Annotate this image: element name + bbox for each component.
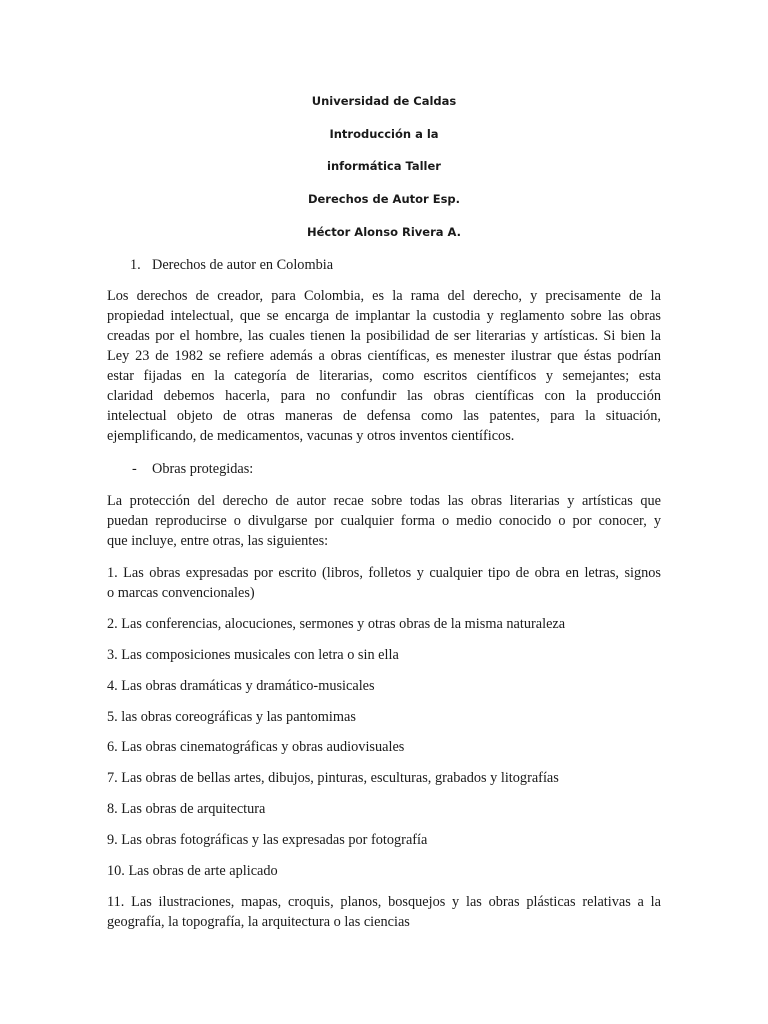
list-item: 11. Las ilustraciones, mapas, croquis, planos, bosquejos y las obras plásticas relativas a la [107, 894, 661, 910]
paragraph-line: ejemplificando, de medicamentos, vacunas y otros inventos científicos. [107, 428, 515, 444]
paragraph-line: creadas por el hombre, las cuales tienen la posibilidad de ser literarias y artísticas. Si bien la [107, 328, 661, 344]
course-title-line2: informática Taller [327, 159, 441, 173]
paragraph-line: puedan reproducirse o divulgarse por cualquier forma o medio conocido o por conocer, y [107, 513, 661, 529]
list-item: 4. Las obras dramáticas y dramático-musicales [107, 678, 375, 694]
list-item-continuation: geografía, la topografía, la arquitectura o las ciencias [107, 914, 410, 930]
university-name: Universidad de Caldas [311, 94, 457, 108]
list-item: 1. Las obras expresadas por escrito (libros, folletos y cualquier tipo de obra en letras, signos [107, 565, 661, 581]
list-item: 9. Las obras fotográficas y las expresadas por fotografía [107, 832, 428, 848]
bullet-dash: - [132, 461, 137, 477]
course-title-line1: Introducción a la [329, 127, 439, 141]
list-item: 6. Las obras cinematográficas y obras audiovisuales [107, 739, 405, 755]
paragraph-line: intelectual objeto de otras maneras de defensa como las patentes, para la situación, [107, 408, 661, 424]
paragraph-line: propiedad intelectual, que se encarga de implantar la custodia y reglamento sobre las obras [107, 308, 661, 324]
author-name: Héctor Alonso Rivera A. [306, 225, 461, 239]
paragraph-line: estar fijadas en la categoría de literarias, como escritos científicos y semejantes; esta [107, 368, 661, 384]
paragraph-line: claridad debemos hacerla, para no confundir las obras científicas con la producción [107, 388, 661, 404]
list-item: 7. Las obras de bellas artes, dibujos, pinturas, esculturas, grabados y litografías [107, 770, 559, 786]
list-item: 8. Las obras de arquitectura [107, 801, 266, 817]
list-item: 3. Las composiciones musicales con letra o sin ella [107, 647, 399, 663]
paragraph-line: Ley 23 de 1982 se refiere además a obras científicas, es menester ilustrar que éstas podrían [107, 348, 661, 364]
section-title: Derechos de autor en Colombia [152, 257, 334, 273]
paragraph-line: Los derechos de creador, para Colombia, es la rama del derecho, y precisamente de la [107, 288, 661, 304]
section-number: 1. [130, 257, 141, 273]
list-item: 2. Las conferencias, alocuciones, sermones y otras obras de la misma naturaleza [107, 616, 566, 632]
paragraph-line: La protección del derecho de autor recae sobre todas las obras literarias y artísticas que [107, 493, 661, 509]
list-item: 5. las obras coreográficas y las pantomimas [107, 709, 356, 725]
list-item-continuation: o marcas convencionales) [107, 585, 255, 601]
paragraph-line: que incluye, entre otras, las siguientes: [107, 533, 329, 549]
bullet-text: Obras protegidas: [152, 461, 254, 477]
list-item: 10. Las obras de arte aplicado [107, 863, 278, 879]
document-topic: Derechos de Autor Esp. [307, 192, 461, 206]
